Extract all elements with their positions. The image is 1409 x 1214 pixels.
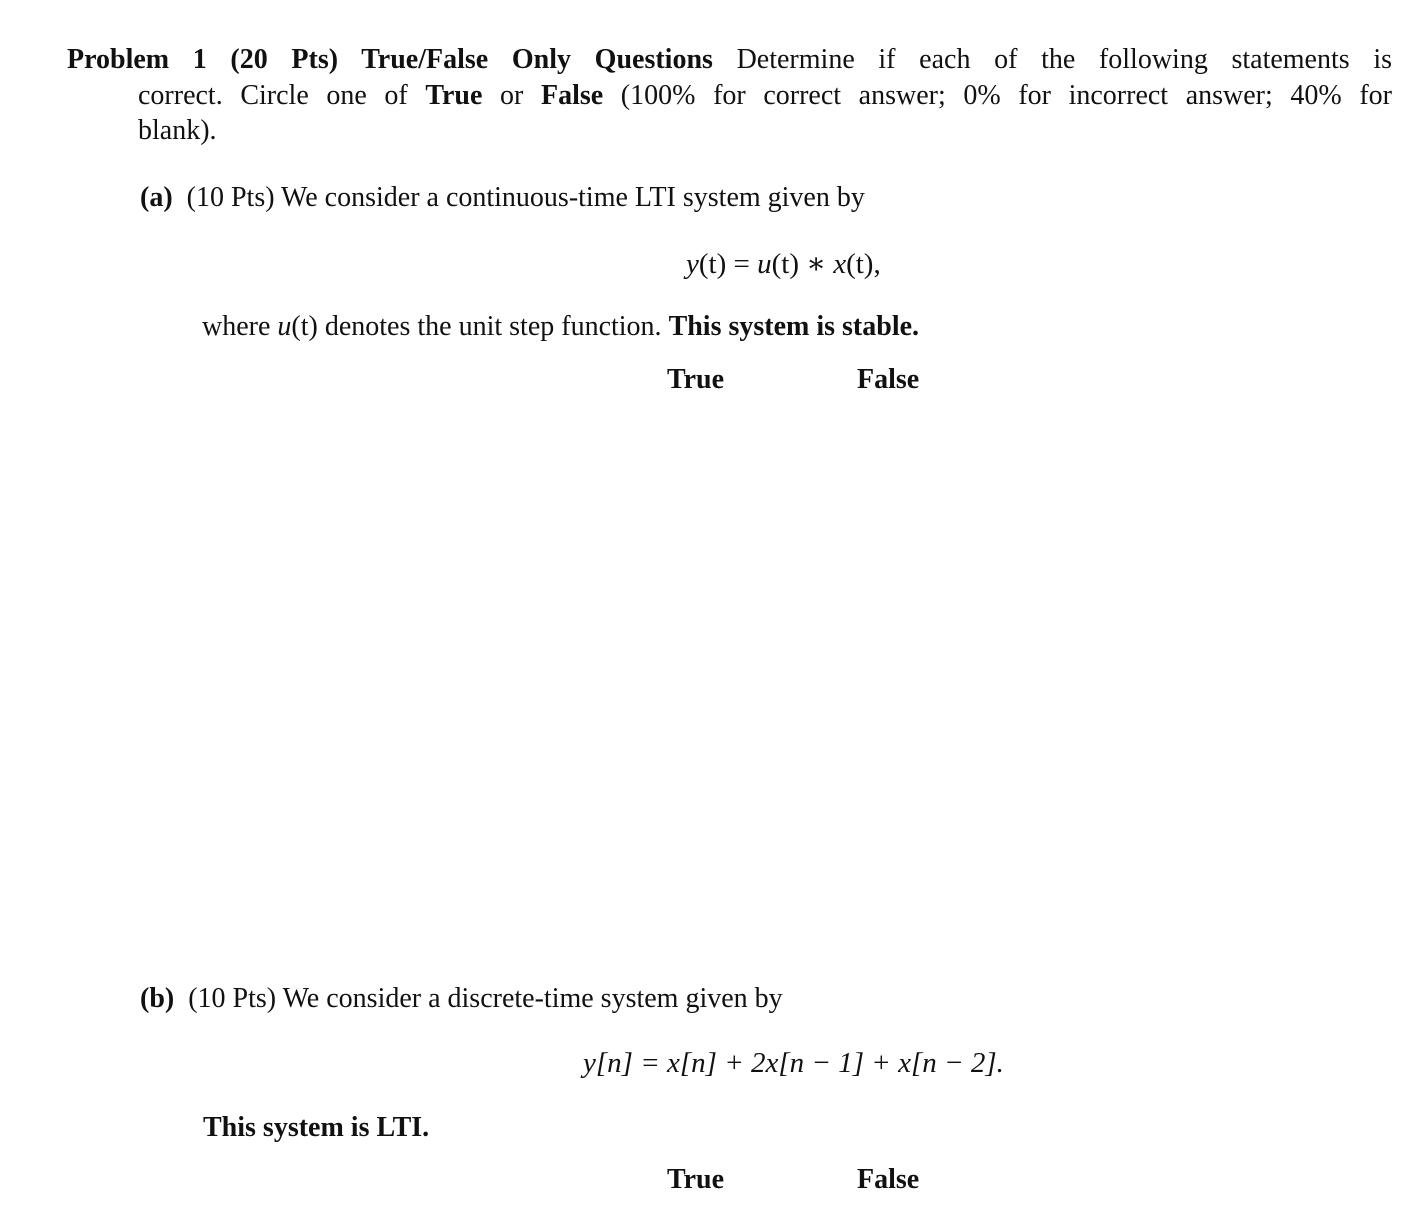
part-a-heading: [140, 180, 865, 216]
part-a-false-option[interactable]: False: [857, 364, 920, 395]
part-a-equation: y(t) = u(t) ∗ x(t),: [686, 248, 881, 280]
problem-header-line-3: [138, 113, 217, 149]
part-b-text: (10 Pts) We consider a discrete-time system given by: [188, 983, 783, 1014]
problem-intro-2a: correct. Circle one of: [138, 80, 426, 111]
part-b-equation: y[n] = x[n] + 2x[n − 1] + x[n − 2].: [583, 1047, 1004, 1079]
part-a-claim: This system is stable.: [668, 311, 920, 342]
problem-intro-3: blank).: [138, 115, 217, 146]
or-word: or: [482, 80, 541, 111]
problem-title: Problem 1 (20 Pts) True/False Only Questions: [67, 44, 713, 75]
part-a-text: (10 Pts) We consider a continuous-time LTI system given by: [186, 182, 865, 213]
false-word: False: [540, 80, 604, 111]
problem-header-line-1: [67, 42, 1392, 78]
problem-header-line-2: [138, 78, 1392, 114]
problem-intro-1: Determine if each of the following statements is: [736, 44, 1392, 75]
problem-intro-2b: (100% for correct answer; 0% for incorrect answer; 40% for: [603, 80, 1392, 111]
part-b-heading: [140, 981, 783, 1017]
part-b-label: (b): [140, 983, 175, 1014]
part-b-false-option[interactable]: False: [857, 1164, 920, 1195]
part-a-true-option[interactable]: True: [667, 364, 725, 395]
part-b-true-option[interactable]: True: [667, 1164, 725, 1195]
part-a-where: where u(t) denotes the unit step function. This system is stable.: [202, 311, 920, 342]
part-a-label: (a): [140, 182, 173, 213]
true-word: True: [425, 80, 483, 111]
part-b-claim: This system is LTI.: [203, 1112, 430, 1143]
